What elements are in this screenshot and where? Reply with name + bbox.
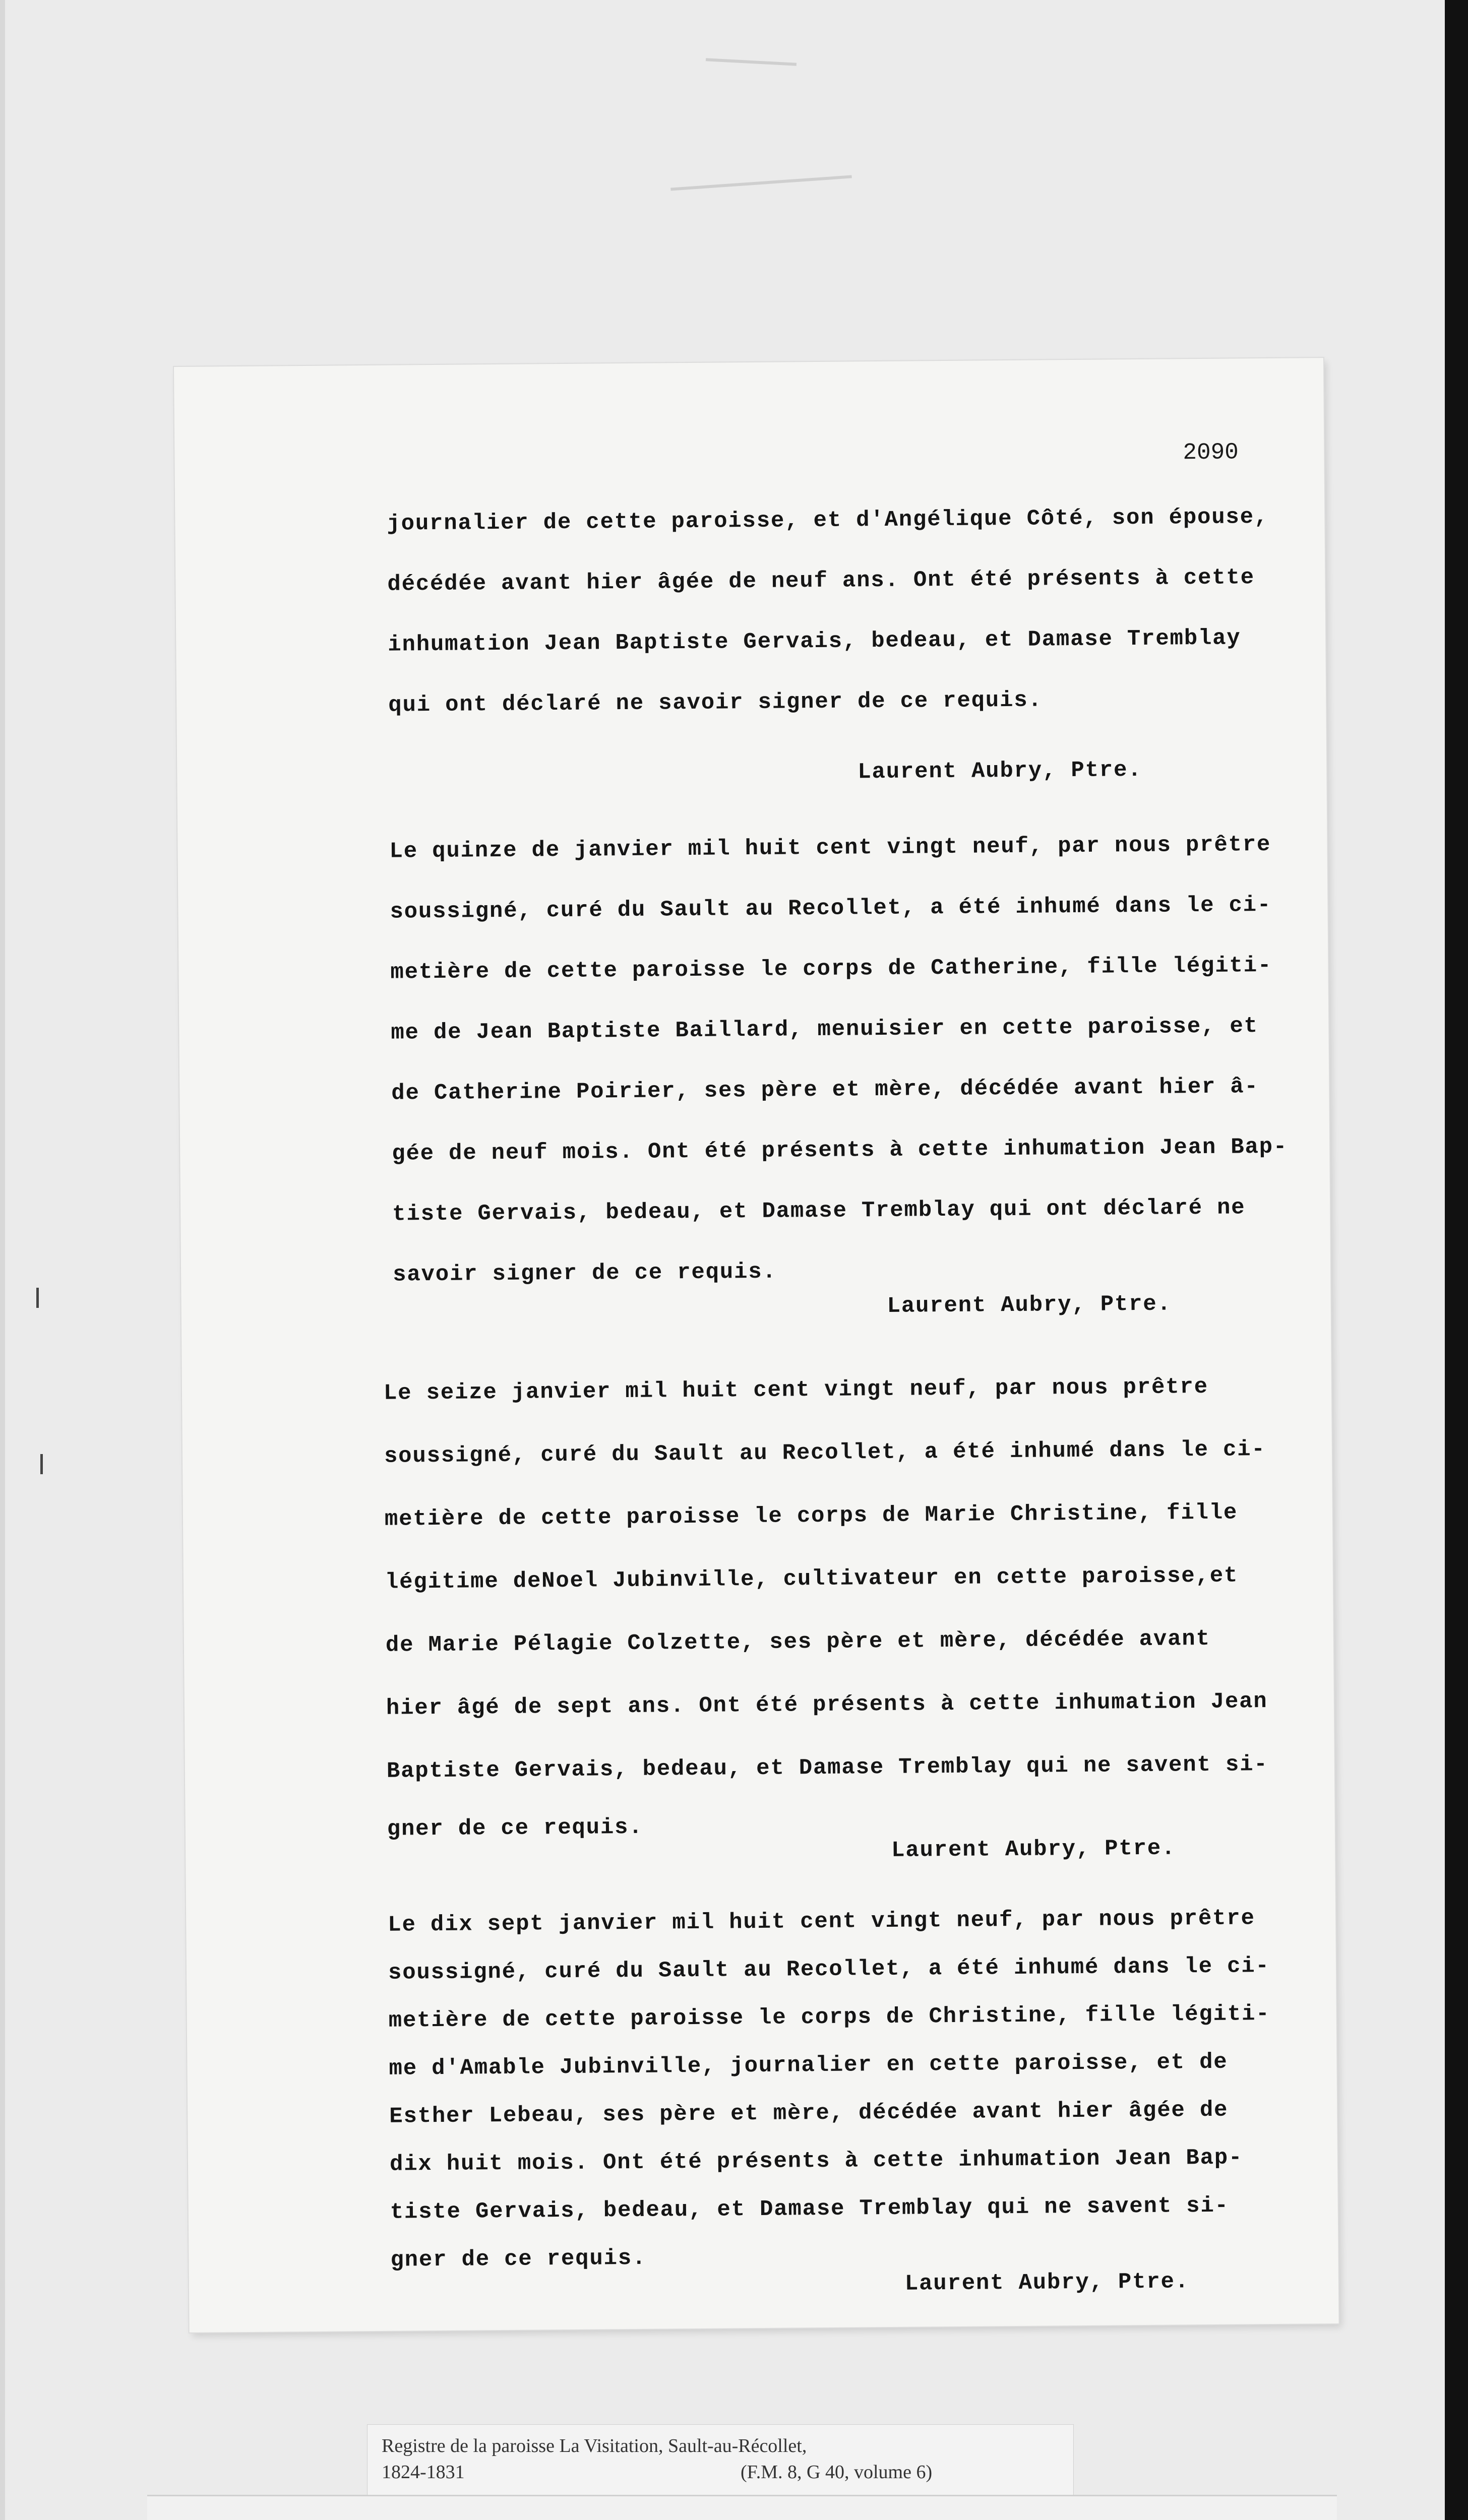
caption-reference: (F.M. 8, G 40, volume 6) [741,2462,933,2483]
entry-line: hier âgé de sept ans. Ont été présents à cette inhumation Jean [386,1689,1268,1721]
entry-line: soussigné, curé du Sault au Recollet, a été inhumé dans le ci- [384,1437,1266,1469]
entry-line: me d'Amable Jubinville, journalier en cette paroisse, et de [389,2049,1228,2082]
entry-line: me de Jean Baptiste Baillard, menuisier en cette paroisse, et [391,1014,1259,1046]
entry-line: savoir signer de ce requis. [392,1259,777,1288]
film-edge-left [0,0,5,2520]
entry-line: Le seize janvier mil huit cent vingt neuf, par nous prêtre [383,1374,1209,1406]
entry-line: gner de ce requis. [390,2245,647,2273]
entry-line: tiste Gervais, bedeau, et Damase Tremblay qui ne savent si- [390,2193,1229,2225]
entry-line: metière de cette paroisse le corps de Marie Christine, fille [384,1500,1238,1532]
scan-streak [706,58,797,66]
entry-line: Esther Lebeau, ses père et mère, décédée avant hier âgée de [389,2097,1229,2129]
scan-streak [670,175,852,191]
priest-signature: Laurent Aubry, Ptre. [858,757,1142,785]
entry-line: soussigné, curé du Sault au Recollet, a été inhumé dans le ci- [388,1954,1270,1986]
entry-line: gée de neuf mois. Ont été présents à cette inhumation Jean Bap- [392,1134,1288,1167]
priest-signature: Laurent Aubry, Ptre. [891,1836,1176,1863]
caption-date-range: 1824-1831 [382,2462,465,2483]
entry-line: décédée avant hier âgée de neuf ans. Ont été présents à cette [387,565,1255,597]
entry-line: inhumation Jean Baptiste Gervais, bedeau, et Damase Tremblay [388,625,1241,658]
entry-line: de Catherine Poirier, ses père et mère, décédée avant hier â- [391,1074,1259,1106]
entry-line: Le dix sept janvier mil huit cent vingt neuf, par nous prêtre [388,1906,1255,1938]
caption-line-1: Registre de la paroisse La Visitation, Sault-au-Récollet, [382,2435,807,2456]
entry-line: journalier de cette paroisse, et d'Angélique Côté, son épouse, [387,504,1269,537]
entry-line: dix huit mois. Ont été présents à cette inhumation Jean Bap- [389,2145,1243,2177]
entry-line: qui ont déclaré ne savoir signer de ce requis. [388,687,1043,718]
margin-mark [40,1454,43,1474]
priest-signature: Laurent Aubry, Ptre. [887,1291,1172,1319]
entry-line: de Marie Pélagie Colzette, ses père et mère, décédée avant [385,1626,1210,1658]
film-edge-right [1445,0,1468,2520]
entry-line: metière de cette paroisse le corps de Catherine, fille légiti- [390,953,1272,985]
document-page [174,358,1339,2333]
archive-caption [367,2424,1074,2501]
entry-line: tiste Gervais, bedeau, et Damase Tremblay qui ont déclaré ne [392,1195,1246,1227]
page-number: 2090 [1183,439,1239,466]
entry-line: gner de ce requis. [387,1814,643,1842]
entry-line: Baptiste Gervais, bedeau, et Damase Tremblay qui ne savent si- [386,1752,1268,1784]
entry-line: metière de cette paroisse le corps de Christine, fille légiti- [388,2001,1270,2034]
margin-mark [36,1288,39,1308]
entry-line: Le quinze de janvier mil huit cent vingt neuf, par nous prêtre [389,832,1271,864]
entry-line: soussigné, curé du Sault au Recollet, a été inhumé dans le ci- [390,892,1272,925]
priest-signature: Laurent Aubry, Ptre. [904,2269,1190,2297]
archives-stamp [147,2495,1337,2520]
entry-line: légitime deNoel Jubinville, cultivateur en cette paroisse,et [385,1563,1239,1595]
